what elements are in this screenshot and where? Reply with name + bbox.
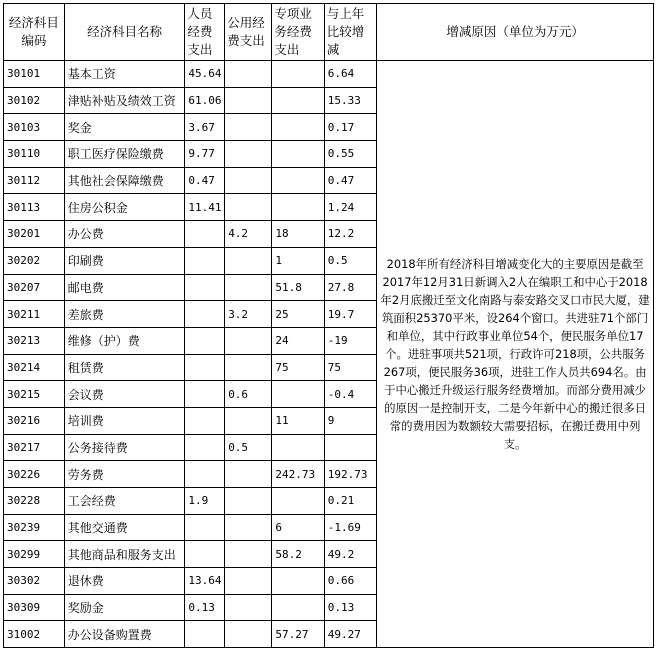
cell-code: 30217 [4,434,65,461]
cell-public [225,61,272,88]
cell-public [225,594,272,621]
header-special: 专项业务经费支出 [272,4,324,61]
header-public: 公用经费支出 [225,4,272,61]
cell-code: 30213 [4,327,65,354]
cell-diff: 75 [324,354,376,381]
cell-code: 30302 [4,568,65,595]
cell-special: 57.27 [272,621,324,648]
cell-special [272,167,324,194]
cell-special: 51.8 [272,274,324,301]
cell-diff: 9 [324,407,376,434]
cell-name: 津贴补贴及绩效工资 [64,87,185,114]
cell-special: 58.2 [272,541,324,568]
cell-diff: 0.13 [324,594,376,621]
cell-code: 30202 [4,247,65,274]
cell-public [225,541,272,568]
cell-diff: 6.64 [324,61,376,88]
cell-diff: 0.17 [324,114,376,141]
cell-name: 租赁费 [64,354,185,381]
cell-code: 30112 [4,167,65,194]
expenditure-table [3,3,654,648]
cell-name: 职工医疗保险缴费 [64,141,185,168]
cell-code: 30214 [4,354,65,381]
cell-name: 其他商品和服务支出 [64,541,185,568]
cell-diff: 0.5 [324,247,376,274]
cell-diff: 49.27 [324,621,376,648]
cell-diff: -19 [324,327,376,354]
cell-public [225,514,272,541]
cell-code: 30299 [4,541,65,568]
cell-name: 会议费 [64,381,185,408]
cell-public [225,407,272,434]
cell-code: 30215 [4,381,65,408]
cell-special [272,594,324,621]
cell-diff [324,434,376,461]
cell-special: 18 [272,221,324,248]
table-row [4,61,654,88]
cell-public [225,621,272,648]
cell-personnel [185,327,225,354]
cell-diff: 49.2 [324,541,376,568]
cell-personnel: 45.64 [185,61,225,88]
cell-code: 30309 [4,594,65,621]
cell-special [272,194,324,221]
cell-name: 基本工资 [64,61,185,88]
cell-public [225,354,272,381]
cell-name: 印刷费 [64,247,185,274]
cell-special: 75 [272,354,324,381]
cell-personnel [185,541,225,568]
cell-personnel [185,221,225,248]
cell-name: 公务接待费 [64,434,185,461]
cell-personnel: 11.41 [185,194,225,221]
cell-personnel: 13.64 [185,568,225,595]
cell-special [272,568,324,595]
cell-name: 其他社会保障缴费 [64,167,185,194]
cell-name: 奖励金 [64,594,185,621]
cell-public [225,327,272,354]
cell-diff: 0.55 [324,141,376,168]
cell-code: 30216 [4,407,65,434]
cell-personnel: 61.06 [185,87,225,114]
cell-public: 3.2 [225,301,272,328]
cell-code: 30207 [4,274,65,301]
cell-name: 邮电费 [64,274,185,301]
cell-name: 办公设备购置费 [64,621,185,648]
cell-personnel [185,621,225,648]
cell-personnel: 9.77 [185,141,225,168]
cell-name: 奖金 [64,114,185,141]
cell-code: 30201 [4,221,65,248]
reason-cell: 2018年所有经济科目增减变化大的主要原因是截至2017年12月31日新调入2人在编职工和中心于2018年2月底搬迁至文化南路与泰安路交叉口市民大厦，建筑面积25370平米，设264个窗口。共进驻71个部门和单位，其中行政事业单位54个，便民服务单位17个。进驻事项共521项，行政许可218项，公共服务267项，便民服务36项，进驻工作人员共694名。由于中心搬迁升级运行服务经费增加。而部分费用减少的原因一是控制开支，二是今年新中心的搬迁很多日常的费用因为数额较大需要招标，在搬迁费用中列支。 [377,61,654,648]
cell-public [225,141,272,168]
cell-code: 30211 [4,301,65,328]
header-reason: 增减原因（单位为万元） [377,4,654,61]
cell-special: 25 [272,301,324,328]
cell-special: 1 [272,247,324,274]
cell-personnel [185,381,225,408]
cell-code: 30239 [4,514,65,541]
cell-special: 11 [272,407,324,434]
cell-name: 差旅费 [64,301,185,328]
cell-special [272,381,324,408]
cell-special: 24 [272,327,324,354]
cell-diff: 19.7 [324,301,376,328]
cell-public [225,87,272,114]
cell-name: 住房公积金 [64,194,185,221]
table-body [4,61,654,648]
cell-name: 培训费 [64,407,185,434]
cell-diff: 12.2 [324,221,376,248]
cell-public [225,568,272,595]
cell-public [225,114,272,141]
cell-personnel: 0.47 [185,167,225,194]
cell-personnel: 1.9 [185,488,225,515]
cell-diff: 15.33 [324,87,376,114]
cell-public: 0.5 [225,434,272,461]
cell-personnel [185,407,225,434]
cell-diff: -0.4 [324,381,376,408]
cell-special [272,61,324,88]
cell-diff: 1.24 [324,194,376,221]
header-diff: 与上年比较增减 [324,4,376,61]
header-personnel: 人员经费支出 [185,4,225,61]
cell-special [272,141,324,168]
cell-public [225,167,272,194]
cell-personnel [185,434,225,461]
cell-special [272,114,324,141]
header-name: 经济科目名称 [64,4,185,61]
cell-code: 30228 [4,488,65,515]
cell-code: 30110 [4,141,65,168]
cell-special: 6 [272,514,324,541]
cell-code: 31002 [4,621,65,648]
header-code: 经济科目编码 [4,4,65,61]
cell-special [272,488,324,515]
cell-diff: 0.66 [324,568,376,595]
cell-public [225,194,272,221]
cell-name: 劳务费 [64,461,185,488]
cell-personnel [185,514,225,541]
cell-name: 其他交通费 [64,514,185,541]
cell-code: 30101 [4,61,65,88]
cell-name: 退休费 [64,568,185,595]
cell-personnel [185,461,225,488]
cell-name: 维修（护）费 [64,327,185,354]
cell-public [225,461,272,488]
cell-public [225,488,272,515]
cell-personnel: 3.67 [185,114,225,141]
cell-public [225,247,272,274]
cell-code: 30113 [4,194,65,221]
cell-diff: 192.73 [324,461,376,488]
cell-personnel [185,247,225,274]
header-row [4,4,654,61]
cell-special [272,434,324,461]
cell-code: 30226 [4,461,65,488]
cell-special [272,87,324,114]
cell-personnel [185,274,225,301]
cell-diff: -1.69 [324,514,376,541]
cell-special: 242.73 [272,461,324,488]
cell-diff: 27.8 [324,274,376,301]
cell-personnel: 0.13 [185,594,225,621]
cell-diff: 0.47 [324,167,376,194]
cell-name: 办公费 [64,221,185,248]
cell-diff: 0.21 [324,488,376,515]
cell-personnel [185,354,225,381]
cell-code: 30102 [4,87,65,114]
cell-personnel [185,301,225,328]
cell-public: 4.2 [225,221,272,248]
cell-public: 0.6 [225,381,272,408]
cell-code: 30103 [4,114,65,141]
cell-public [225,274,272,301]
cell-name: 工会经费 [64,488,185,515]
